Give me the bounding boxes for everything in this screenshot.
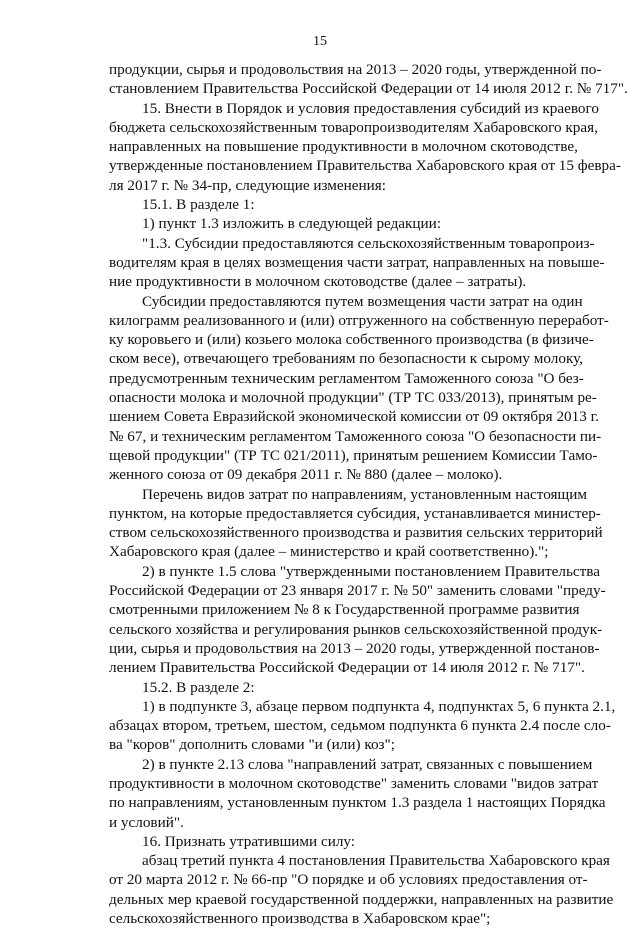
text-line: килограмм реализованного и (или) отгруженного на собственную переработ-: [109, 311, 609, 329]
text-line: абзацах втором, третьем, шестом, седьмом подпункта 6 пункта 2.4 после сло-: [109, 717, 611, 735]
text-line: направленных на повышение продуктивности в молочном скотоводстве,: [109, 138, 578, 156]
text-line: 2) в пункте 2.13 слова "направлений затрат, связанных с повышением: [142, 755, 593, 773]
text-line: ва "коров" дополнить словами "и (или) коз";: [109, 736, 395, 754]
text-line: Субсидии предоставляются путем возмещения части затрат на один: [142, 292, 583, 310]
text-line: опасности молока и молочной продукции" (ТР ТС 033/2013), принятым ре-: [109, 389, 597, 407]
text-line: предусмотренным техническим регламентом Таможенного союза "О без-: [109, 369, 584, 387]
text-line: № 67, и техническим регламентом Таможенного союза "О безопасности пи-: [109, 427, 602, 445]
text-line: бюджета сельскохозяйственным товаропроизводителям Хабаровского края,: [109, 118, 598, 136]
text-line: абзац третий пункта 4 постановления Правительства Хабаровского края: [142, 852, 610, 870]
text-line: ля 2017 г. № 34-пр, следующие изменения:: [109, 176, 386, 194]
text-line: ством сельскохозяйственного производства и развития сельских территорий: [109, 524, 603, 542]
text-line: 15. Внести в Порядок и условия предоставления субсидий из краевого: [142, 99, 599, 117]
page-number: 15: [313, 34, 327, 49]
text-line: лением Правительства Российской Федерации от 14 июля 2012 г. № 717".: [109, 659, 585, 677]
text-line: Хабаровского края (далее – министерство и край соответственно).";: [109, 543, 549, 561]
text-line: "1.3. Субсидии предоставляются сельскохозяйственным товаропроиз-: [142, 234, 595, 252]
text-line: женного союза от 09 декабря 2011 г. № 880 (далее – молоко).: [109, 466, 503, 484]
text-line: от 20 марта 2012 г. № 66-пр "О порядке и об условиях предоставления от-: [109, 871, 588, 889]
text-line: ку коровьего и (или) козьего молока собственного производства (в физиче-: [109, 331, 594, 349]
text-line: становлением Правительства Российской Федерации от 14 июля 2012 г. № 717".: [109, 80, 628, 98]
text-line: дельных мер краевой государственной поддержки, направленных на развитие: [109, 890, 614, 908]
text-line: щевой продукции" (ТР ТС 021/2011), принятым решением Комиссии Тамо-: [109, 446, 598, 464]
text-line: сельского хозяйства и регулирования рынков сельскохозяйственной продук-: [109, 620, 603, 638]
text-line: смотренными приложением № 8 к Государственной программе развития: [109, 601, 580, 619]
text-line: Российской Федерации от 23 января 2017 г. № 50" заменить словами "преду-: [109, 582, 606, 600]
text-line: и условий".: [109, 813, 184, 831]
text-line: 16. Признать утратившими силу:: [142, 832, 356, 850]
text-line: по направлениям, установленным пунктом 1.3 раздела 1 настоящих Порядка: [109, 794, 606, 812]
text-line: ции, сырья и продовольствия на 2013 – 2020 годы, утвержденной постанов-: [109, 639, 600, 657]
text-line: водителям края в целях возмещения части затрат, направленных на повыше-: [109, 253, 605, 271]
text-line: 1) в подпункте 3, абзаце первом подпункта 4, подпунктах 5, 6 пункта 2.1,: [142, 697, 616, 715]
text-line: ние продуктивности в молочном скотоводстве (далее – затраты).: [109, 273, 527, 291]
text-line: 2) в пункте 1.5 слова "утвержденными постановлением Правительства: [142, 562, 601, 580]
text-line: пунктом, на которые предоставляется субсидия, устанавливается министер-: [109, 504, 601, 522]
text-line: 15.1. В разделе 1:: [142, 196, 255, 214]
text-line: продуктивности в молочном скотоводстве" заменить словами "видов затрат: [109, 774, 599, 792]
text-line: утвержденные постановлением Правительства Хабаровского края от 15 февра-: [109, 157, 621, 175]
text-line: 15.2. В разделе 2:: [142, 678, 255, 696]
document-body: [109, 60, 628, 928]
text-line: Перечень видов затрат по направлениям, установленным настоящим: [142, 485, 587, 503]
text-line: продукции, сырья и продовольствия на 2013 – 2020 годы, утвержденной по-: [109, 61, 602, 78]
text-line: шением Совета Евразийской экономической комиссии от 09 октября 2013 г.: [109, 408, 599, 426]
text-line: ском весе), отвечающего требованиям по безопасности к сырому молоку,: [109, 350, 584, 368]
text-line: 1) пункт 1.3 изложить в следующей редакции:: [142, 215, 442, 233]
text-line: сельскохозяйственного производства в Хабаровском крае";: [109, 910, 491, 928]
